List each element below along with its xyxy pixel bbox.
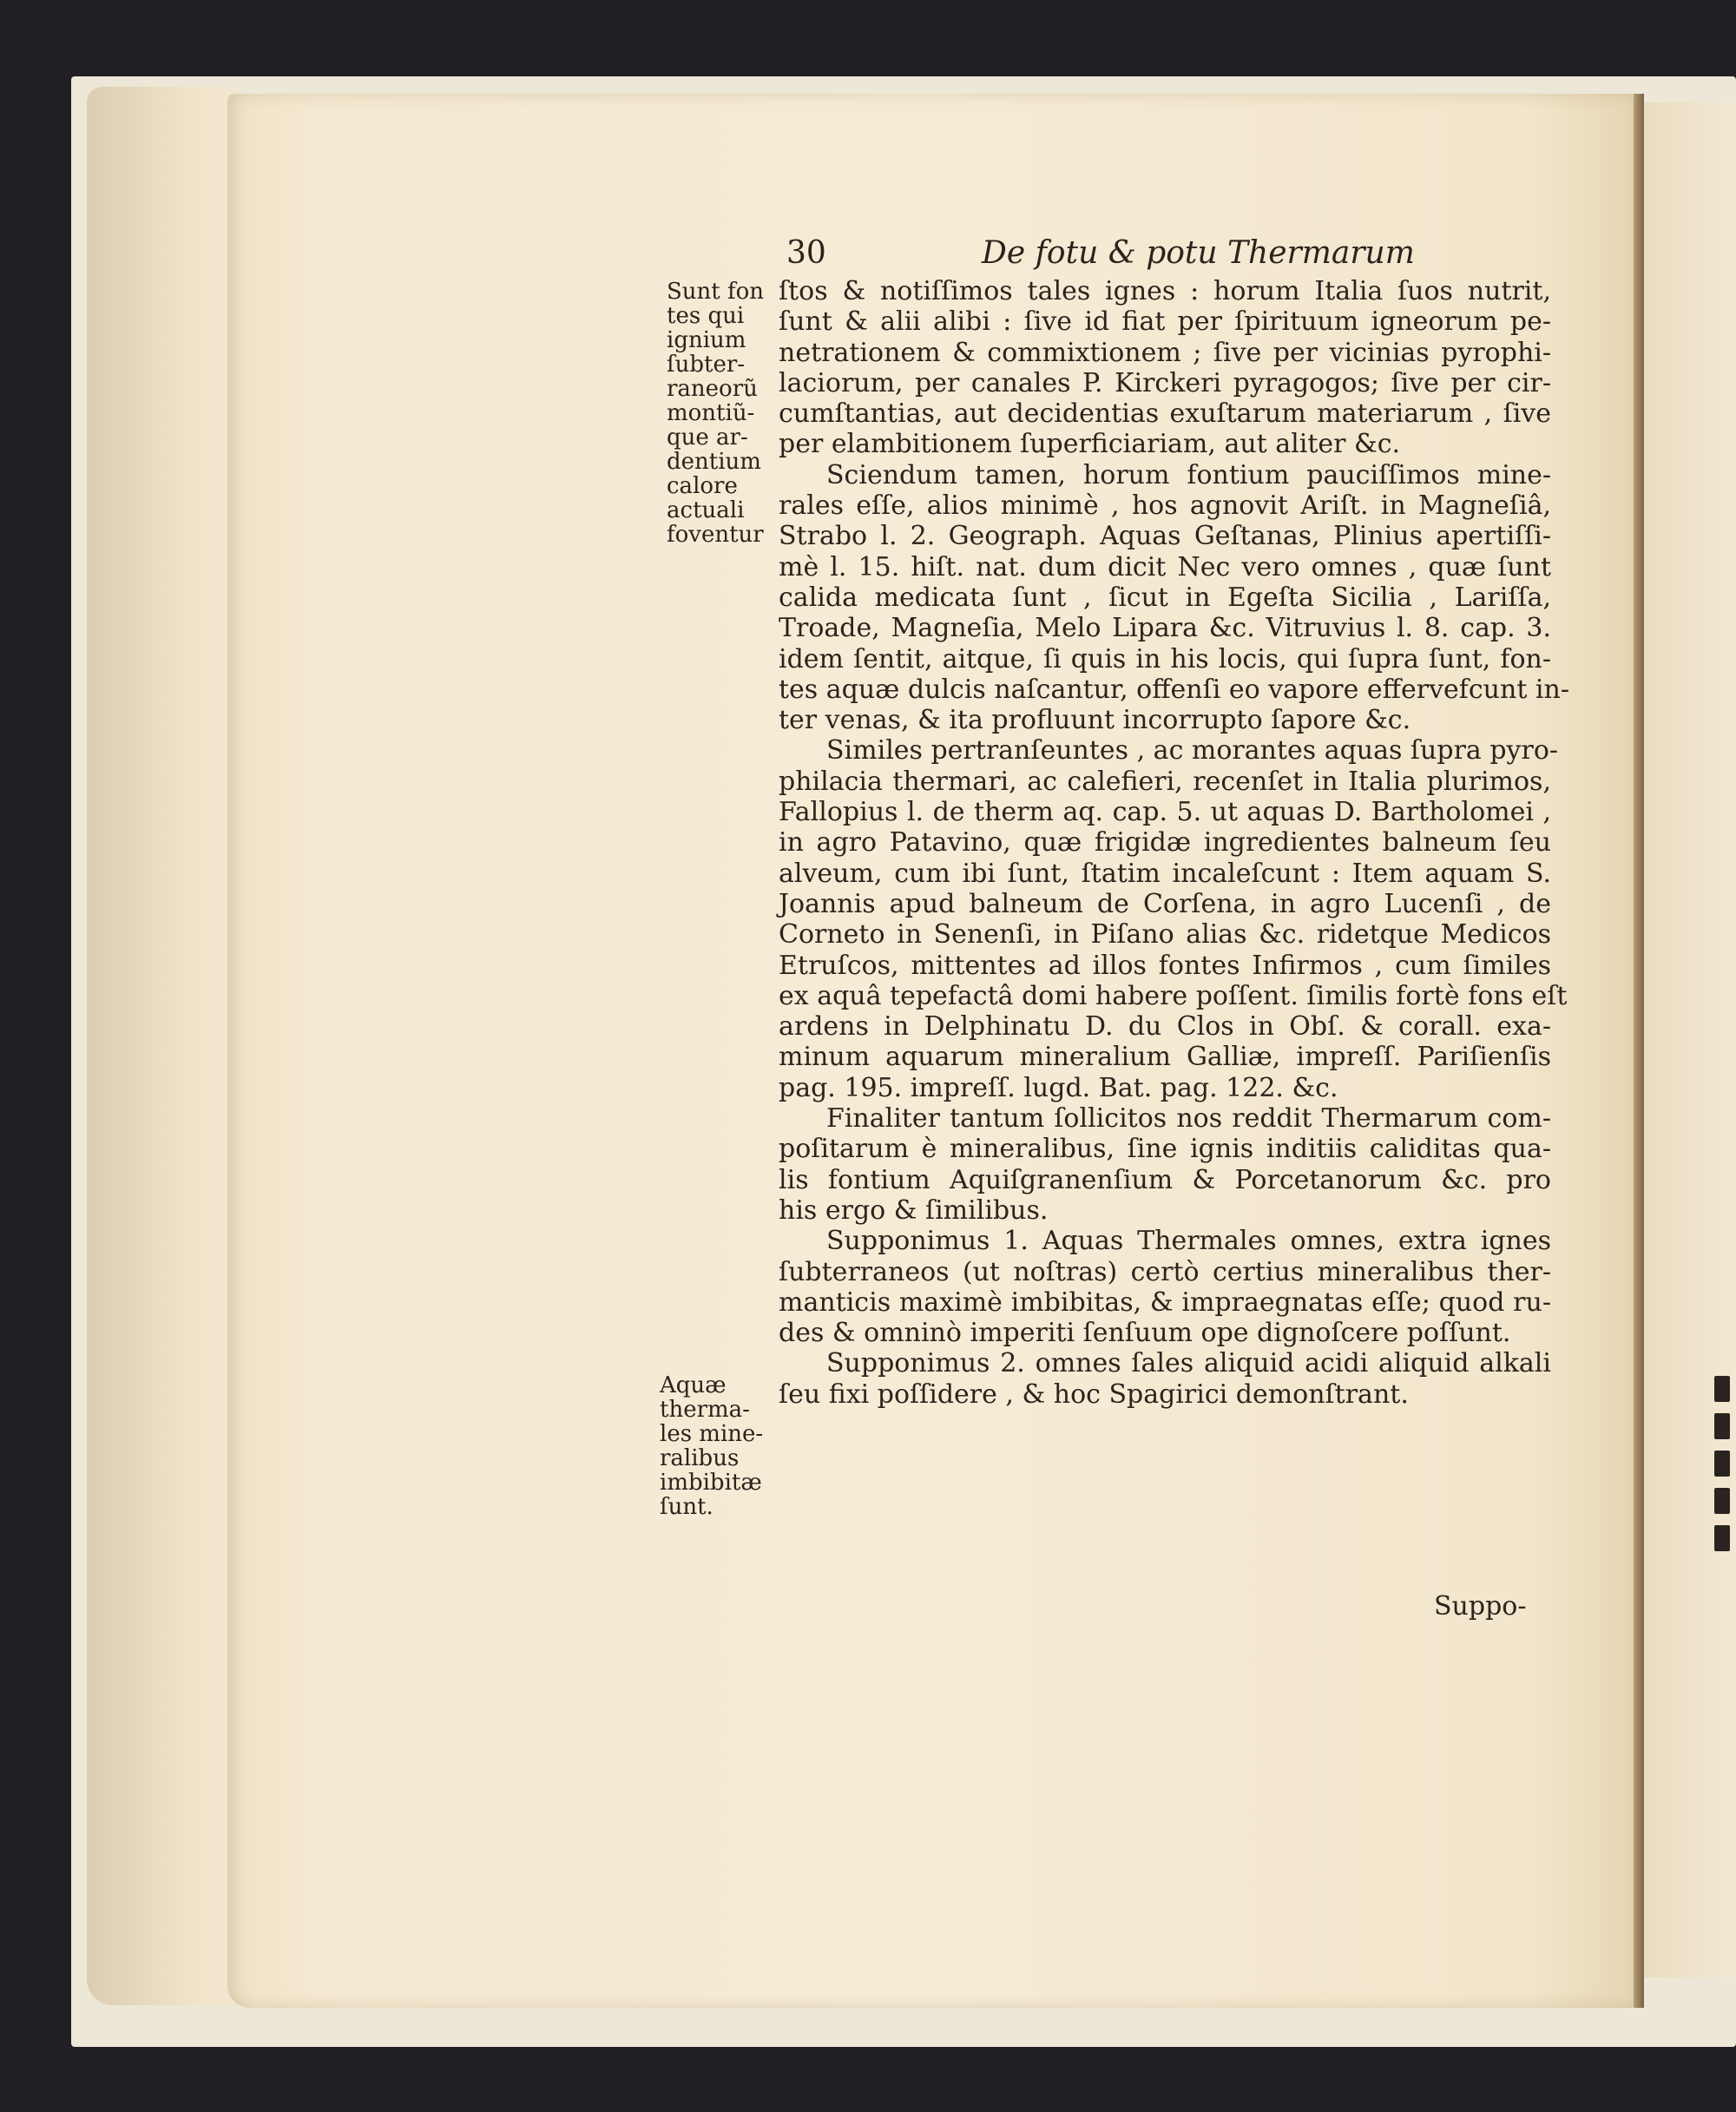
text-line: tes aquæ dulcis naſcantur, offenſi eo vapore effervefcunt in- (779, 674, 1569, 705)
margin-note-thermal-waters (660, 1373, 764, 1519)
margin-note-line: ſunt. (660, 1494, 713, 1520)
margin-note-line: foventur (667, 522, 764, 548)
text-line: manticis maximè imbibitas, & impraegnatas eſſe; quod ru- (779, 1286, 1551, 1318)
text-line: mè l. 15. hiſt. nat. dum dicit Nec vero omnes , quæ ſunt (779, 551, 1551, 582)
running-head (786, 233, 1535, 274)
text-line: idem ſentit, aitque, ſi quis in his locis, qui ſupra ſunt, fon- (779, 643, 1551, 674)
margin-note-line: les mine- (660, 1421, 764, 1447)
text-line: alveum, cum ibi ſunt, ſtatim incaleſcunt : Item aquam S. (779, 858, 1551, 889)
text-line: ſeu fixi poſſidere , & hoc Spagirici demonſtrant. (779, 1378, 1409, 1410)
margin-note-line: Sunt fon (667, 279, 765, 305)
running-title: De fotu & potu Thermarum (982, 235, 1415, 271)
margin-note-line: ignium (667, 327, 746, 353)
margin-note-line: ralibus (660, 1445, 740, 1471)
text-line: Finaliter tantum ſollicitos nos reddit Thermarum com- (826, 1103, 1551, 1135)
book-gutter (1634, 94, 1644, 2008)
margin-note-line: actuali (667, 497, 745, 523)
text-line: Troade, Magneſia, Melo Lipara &c. Vitruvius l. 8. cap. 3. (779, 613, 1551, 644)
text-line: des & omninò imperiti ſenſuum ope dignoſcere poſſunt. (779, 1318, 1511, 1349)
body-text (779, 276, 1569, 1410)
page-number: 30 (786, 235, 826, 271)
margin-note-line: raneorũ (667, 376, 758, 402)
text-line: philacia thermari, ac calefieri, recenſet in Italia plurimos, (779, 766, 1551, 797)
facing-page-ink-marks (1714, 1376, 1736, 1563)
text-line: in agro Patavino, quæ frigidæ ingredientes balneum ſeu (779, 827, 1551, 859)
margin-note-line: tes qui (667, 303, 745, 329)
text-line: Strabo l. 2. Geograph. Aquas Geſtanas, Plinius apertiſſi- (779, 521, 1551, 552)
margin-note-line: ſubter- (667, 352, 746, 378)
catchword: Suppo- (1434, 1591, 1527, 1622)
text-line: Corneto in Senenſi, in Piſano alias &c. ridetque Medicos (779, 919, 1551, 951)
text-line: ter venas, & ita profluunt incorrupto ſapore &c. (779, 705, 1411, 736)
text-line: Similes pertranſeuntes , ac morantes aquas ſupra pyro- (826, 735, 1559, 767)
margin-note-line: dentium (667, 449, 761, 475)
text-line: ardens in Delphinatu D. du Clos in Obſ. & corall. exa- (779, 1011, 1551, 1043)
margin-note-line: calore (667, 473, 738, 499)
text-line: ſunt & alii alibi : ſive id fiat per ſpirituum igneorum pe- (779, 306, 1551, 338)
text-line: laciorum, per canales P. Kirckeri pyragogos; ſive per cir- (779, 367, 1551, 398)
margin-note-fires (667, 280, 771, 547)
margin-note-line: imbibitæ (660, 1470, 762, 1496)
text-line: minum aquarum mineralium Galliæ, impreſſ. Pariſienſis (779, 1042, 1551, 1073)
text-line: rales eſſe, alios minimè , hos agnovit Ariſt. in Magneſiâ, (779, 490, 1551, 522)
text-line: pag. 195. impreſſ. lugd. Bat. pag. 122. &c. (779, 1072, 1338, 1103)
text-line: per elambitionem ſuperficiariam, aut aliter &c. (779, 429, 1401, 460)
page-fore-edges (87, 87, 234, 2005)
text-line: cumſtantias, aut decidentias exuſtarum materiarum , ſive (779, 398, 1551, 430)
margin-note-line: therma- (660, 1397, 750, 1423)
margin-note-line: Aquæ (660, 1372, 727, 1398)
text-line: poſitarum è mineralibus, ſine ignis inditiis caliditas qua- (779, 1134, 1551, 1165)
text-line: his ergo & ſimilibus. (779, 1194, 1049, 1226)
facing-page-edge (1644, 102, 1736, 1977)
text-line: ſtos & notiſſimos tales ignes : horum Italia ſuos nutrit, (779, 276, 1551, 306)
margin-note-line: montiũ- (667, 400, 755, 426)
text-line: ex aquâ tepefactâ domi habere poſſent. ſimilis fortè fons eſt (779, 980, 1568, 1011)
text-line: netrationem & commixtionem ; ſive per vicinias pyrophi- (779, 337, 1551, 368)
text-line: Supponimus 2. omnes ſales aliquid acidi aliquid alkali (826, 1348, 1551, 1379)
margin-note-line: que ar- (667, 424, 748, 451)
text-line: Fallopius l. de therm aq. cap. 5. ut aquas D. Bartholomei , (779, 797, 1551, 828)
text-line: Supponimus 1. Aquas Thermales omnes, extra ignes (826, 1226, 1551, 1257)
text-line: Joannis apud balneum de Corſena, in agro Lucenſi , de (779, 888, 1551, 919)
text-line: Sciendum tamen, horum fontium pauciſſimos mine- (826, 459, 1551, 490)
text-line: ſubterraneos (ut noſtras) certò certius mineralibus ther- (779, 1256, 1551, 1287)
text-line: lis fontium Aquiſgranenſium & Porcetanorum &c. pro (779, 1164, 1551, 1195)
text-line: calida medicata ſunt , ſicut in Egeſta Sicilia , Lariſſa, (779, 582, 1551, 613)
text-line: Etruſcos, mittentes ad illos fontes Infirmos , cum ſimiles (779, 950, 1551, 981)
